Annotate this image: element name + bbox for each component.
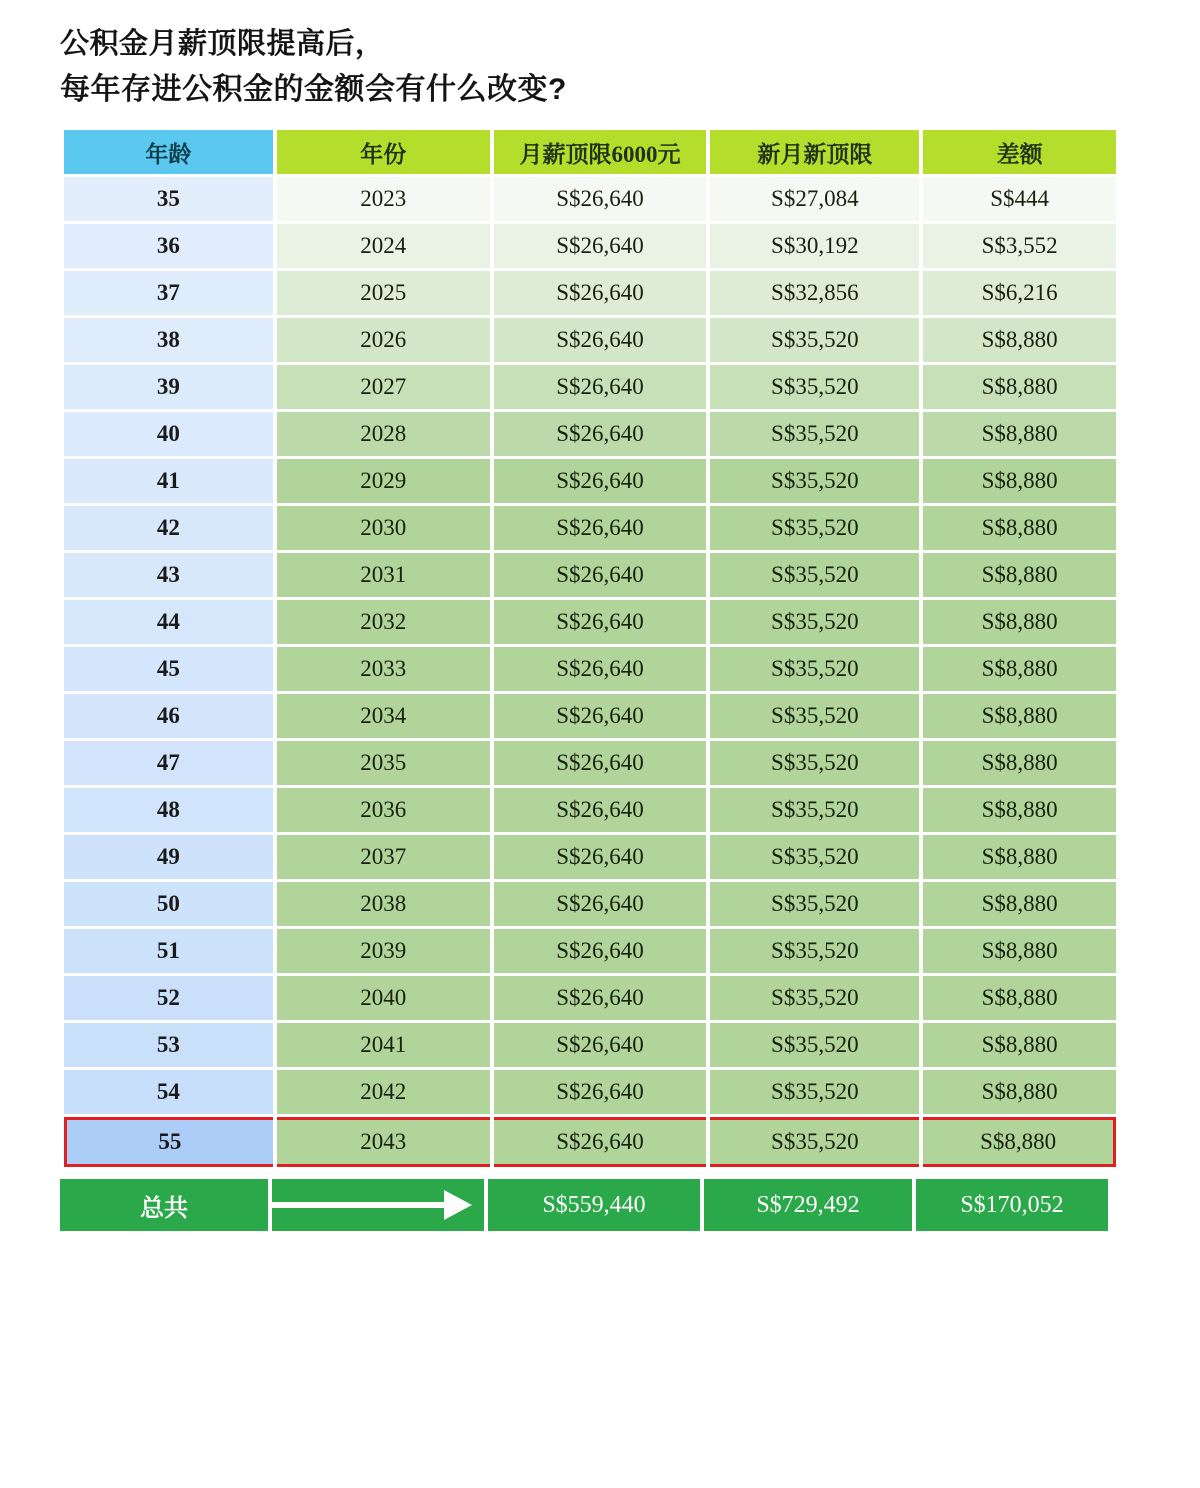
cell-old-ceiling: S$26,640 [494,1070,707,1114]
cell-difference: S$8,880 [923,1117,1116,1167]
cell-new-ceiling: S$35,520 [710,506,919,550]
cell-old-ceiling: S$26,640 [494,788,707,832]
cell-old-ceiling: S$26,640 [494,882,707,926]
cell-age: 39 [64,365,273,409]
table-body [64,177,1116,1167]
cell-year: 2041 [277,1023,490,1067]
cell-new-ceiling: S$35,520 [710,412,919,456]
cell-old-ceiling: S$26,640 [494,412,707,456]
cell-difference: S$8,880 [923,741,1116,785]
cell-difference: S$8,880 [923,976,1116,1020]
cell-new-ceiling: S$35,520 [710,365,919,409]
table-row [64,1117,1116,1167]
cell-year: 2039 [277,929,490,973]
cell-difference: S$444 [923,177,1116,221]
cell-age: 41 [64,459,273,503]
cell-new-ceiling: S$35,520 [710,1023,919,1067]
cell-year: 2036 [277,788,490,832]
totals-row [60,1179,1120,1231]
table-row [64,1023,1116,1067]
cell-new-ceiling: S$32,856 [710,271,919,315]
column-header-difference: 差额 [923,130,1116,174]
cpf-table-wrapper [60,127,1120,1170]
cell-age: 52 [64,976,273,1020]
cell-year: 2024 [277,224,490,268]
cell-difference: S$8,880 [923,835,1116,879]
cell-old-ceiling: S$26,640 [494,976,707,1020]
cell-year: 2023 [277,177,490,221]
cell-year: 2043 [277,1117,490,1167]
cell-age: 45 [64,647,273,691]
cell-old-ceiling: S$26,640 [494,694,707,738]
table-row [64,412,1116,456]
cell-age: 44 [64,600,273,644]
column-header-old-ceiling: 月薪顶限6000元 [494,130,707,174]
cell-difference: S$8,880 [923,553,1116,597]
cell-year: 2042 [277,1070,490,1114]
total-difference: S$170,052 [916,1179,1108,1231]
table-row [64,459,1116,503]
cell-difference: S$8,880 [923,788,1116,832]
cell-difference: S$8,880 [923,1023,1116,1067]
cell-new-ceiling: S$35,520 [710,600,919,644]
cell-difference: S$8,880 [923,694,1116,738]
cell-new-ceiling: S$30,192 [710,224,919,268]
cell-old-ceiling: S$26,640 [494,835,707,879]
cell-age: 51 [64,929,273,973]
cell-year: 2037 [277,835,490,879]
cell-new-ceiling: S$35,520 [710,882,919,926]
cell-year: 2027 [277,365,490,409]
table-row [64,741,1116,785]
cell-year: 2034 [277,694,490,738]
cell-new-ceiling: S$35,520 [710,459,919,503]
cell-difference: S$3,552 [923,224,1116,268]
cell-new-ceiling: S$35,520 [710,647,919,691]
table-header-row [64,130,1116,174]
total-old-ceiling: S$559,440 [488,1179,700,1231]
cell-new-ceiling: S$35,520 [710,318,919,362]
cell-age: 47 [64,741,273,785]
cell-difference: S$8,880 [923,506,1116,550]
cell-difference: S$8,880 [923,459,1116,503]
cell-new-ceiling: S$35,520 [710,976,919,1020]
cell-old-ceiling: S$26,640 [494,271,707,315]
table-row [64,600,1116,644]
cell-difference: S$8,880 [923,600,1116,644]
cell-age: 55 [64,1117,273,1167]
cell-difference: S$8,880 [923,1070,1116,1114]
cell-age: 53 [64,1023,273,1067]
table-row [64,835,1116,879]
cell-difference: S$8,880 [923,929,1116,973]
table-row [64,506,1116,550]
cell-difference: S$8,880 [923,647,1116,691]
cell-year: 2040 [277,976,490,1020]
table-row [64,365,1116,409]
cell-year: 2031 [277,553,490,597]
cell-age: 40 [64,412,273,456]
cell-old-ceiling: S$26,640 [494,459,707,503]
cell-age: 36 [64,224,273,268]
cell-year: 2028 [277,412,490,456]
cell-age: 46 [64,694,273,738]
cell-old-ceiling: S$26,640 [494,647,707,691]
cell-age: 42 [64,506,273,550]
table-row [64,788,1116,832]
cell-new-ceiling: S$35,520 [710,835,919,879]
cell-difference: S$8,880 [923,412,1116,456]
cell-new-ceiling: S$35,520 [710,1117,919,1167]
cell-old-ceiling: S$26,640 [494,224,707,268]
cell-year: 2025 [277,271,490,315]
title-line-2: 每年存进公积金的金额会有什么改变? [60,72,567,106]
cell-old-ceiling: S$26,640 [494,741,707,785]
cell-old-ceiling: S$26,640 [494,365,707,409]
cell-new-ceiling: S$35,520 [710,929,919,973]
cell-age: 49 [64,835,273,879]
table-row [64,271,1116,315]
table-row [64,694,1116,738]
cell-new-ceiling: S$27,084 [710,177,919,221]
cell-age: 50 [64,882,273,926]
cell-age: 35 [64,177,273,221]
total-new-ceiling: S$729,492 [704,1179,912,1231]
cell-year: 2032 [277,600,490,644]
cell-year: 2035 [277,741,490,785]
cell-age: 37 [64,271,273,315]
cell-age: 48 [64,788,273,832]
cell-old-ceiling: S$26,640 [494,929,707,973]
cell-new-ceiling: S$35,520 [710,788,919,832]
total-label: 总共 [60,1179,268,1231]
table-row [64,929,1116,973]
table-row [64,1070,1116,1114]
table-row [64,647,1116,691]
cpf-contribution-table [60,127,1120,1170]
cell-year: 2030 [277,506,490,550]
table-row [64,318,1116,362]
cell-old-ceiling: S$26,640 [494,553,707,597]
arrow-icon [272,1179,484,1231]
title-line-1: 公积金月薪顶限提高后， [60,28,385,60]
cell-old-ceiling: S$26,640 [494,318,707,362]
cell-old-ceiling: S$26,640 [494,1023,707,1067]
cell-old-ceiling: S$26,640 [494,1117,707,1167]
cell-difference: S$6,216 [923,271,1116,315]
table-header [64,130,1116,174]
cell-age: 43 [64,553,273,597]
table-row [64,177,1116,221]
cell-difference: S$8,880 [923,365,1116,409]
cell-new-ceiling: S$35,520 [710,741,919,785]
cell-age: 54 [64,1070,273,1114]
table-row [64,976,1116,1020]
table-row [64,882,1116,926]
column-header-age: 年龄 [64,130,273,174]
table-row [64,553,1116,597]
page-title [60,22,1140,113]
column-header-year: 年份 [277,130,490,174]
cell-new-ceiling: S$35,520 [710,694,919,738]
cell-old-ceiling: S$26,640 [494,177,707,221]
cell-new-ceiling: S$35,520 [710,553,919,597]
cell-year: 2026 [277,318,490,362]
cell-year: 2038 [277,882,490,926]
cell-difference: S$8,880 [923,882,1116,926]
cell-age: 38 [64,318,273,362]
cell-difference: S$8,880 [923,318,1116,362]
cell-old-ceiling: S$26,640 [494,506,707,550]
table-row [64,224,1116,268]
cell-year: 2033 [277,647,490,691]
cell-new-ceiling: S$35,520 [710,1070,919,1114]
cell-old-ceiling: S$26,640 [494,600,707,644]
cell-year: 2029 [277,459,490,503]
column-header-new-ceiling: 新月新顶限 [710,130,919,174]
